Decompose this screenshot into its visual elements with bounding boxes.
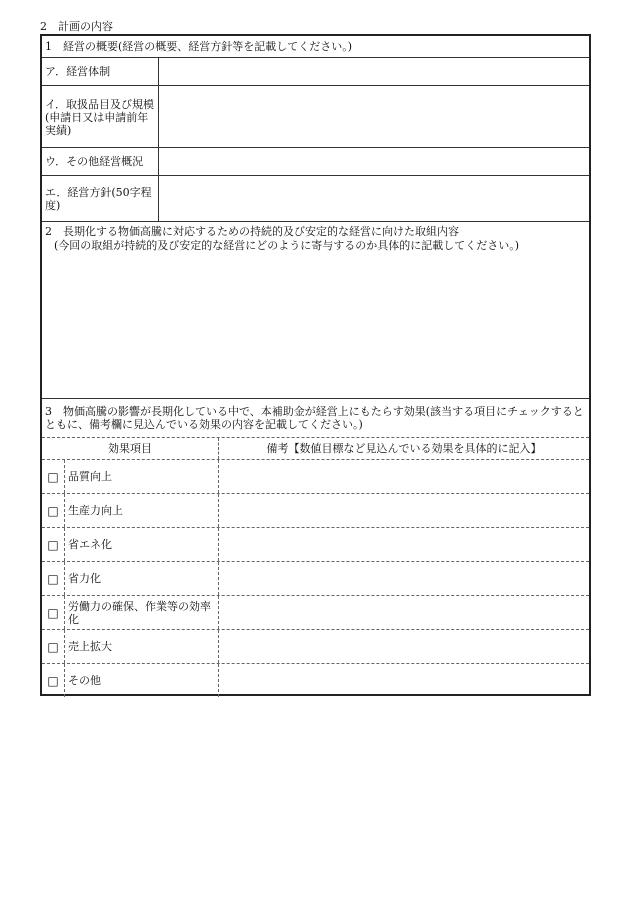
effect-item-label: 品質向上 [65, 460, 219, 493]
effect-checkbox[interactable]: □ [42, 460, 65, 493]
page-heading: 2 計画の内容 [40, 20, 113, 33]
effect-item-label: 省エネ化 [65, 528, 219, 561]
plan-form [40, 34, 591, 696]
products-scale-field[interactable] [159, 86, 589, 147]
section2-field[interactable] [42, 254, 589, 398]
effect-remark-field[interactable] [219, 630, 589, 663]
section2-subtitle: (今回の取組が持続的及び安定的な経営にどのように寄与するのか具体的に記載してください。) [54, 239, 520, 252]
effect-remark-field[interactable] [219, 528, 589, 561]
section3-title: 3 物価高騰の影響が長期化している中で、本補助金が経営上にもたらす効果(該当する項目にチェックするとともに、備考欄に見込んでいる効果の内容を記載してください。) [45, 405, 584, 431]
other-overview-field[interactable] [159, 148, 589, 175]
effect-remark-field[interactable] [219, 562, 589, 595]
effect-item-row [42, 595, 589, 629]
effect-checkbox[interactable]: □ [42, 494, 65, 527]
effect-item-label: 省力化 [65, 562, 219, 595]
policy-field[interactable] [159, 176, 589, 221]
effect-item-label: 生産力向上 [65, 494, 219, 527]
section1-row-other-overview [42, 147, 589, 175]
effect-item-row [42, 527, 589, 561]
section1-row-management-structure [42, 57, 589, 85]
col-remarks: 備考【数値目標など見込んでいる効果を具体的に記入】 [266, 442, 542, 455]
policy-label: エ．経営方針(50字程度) [42, 176, 159, 221]
section2-title: 2 長期化する物価高騰に対応するための持続的及び安定的な経営に向けた取組内容 [45, 225, 459, 238]
effect-remark-field[interactable] [219, 596, 589, 629]
effect-item-label: 労働力の確保、作業等の効率化 [65, 596, 219, 629]
effect-item-row [42, 663, 589, 697]
effect-checkbox[interactable]: □ [42, 664, 65, 697]
effect-item-label: その他 [65, 664, 219, 697]
effect-item-row [42, 459, 589, 493]
effect-checkbox[interactable]: □ [42, 562, 65, 595]
effect-item-row [42, 493, 589, 527]
section1-row-policy [42, 175, 589, 221]
effect-checkbox[interactable]: □ [42, 596, 65, 629]
section1-header [42, 36, 589, 57]
effect-checkbox[interactable]: □ [42, 630, 65, 663]
section1-row-products-scale [42, 85, 589, 147]
col-effect-item: 効果項目 [42, 438, 219, 459]
effect-remark-field[interactable] [219, 460, 589, 493]
management-structure-field[interactable] [159, 58, 589, 85]
effect-remark-field[interactable] [219, 494, 589, 527]
effect-item-row [42, 629, 589, 663]
section3-header [42, 398, 589, 437]
effect-item-label: 売上拡大 [65, 630, 219, 663]
effect-checkbox[interactable]: □ [42, 528, 65, 561]
management-structure-label: ア．経営体制 [42, 58, 159, 85]
section2-block [42, 221, 589, 398]
effect-remark-field[interactable] [219, 664, 589, 697]
other-overview-label: ウ．その他経営概況 [42, 148, 159, 175]
effect-item-row [42, 561, 589, 595]
products-scale-label: イ．取扱品目及び規模(申請日又は申請前年実績) [42, 86, 159, 147]
section1-title: 1 経営の概要(経営の概要、経営方針等を記載してください。) [45, 40, 353, 53]
section3-column-header [42, 437, 589, 459]
